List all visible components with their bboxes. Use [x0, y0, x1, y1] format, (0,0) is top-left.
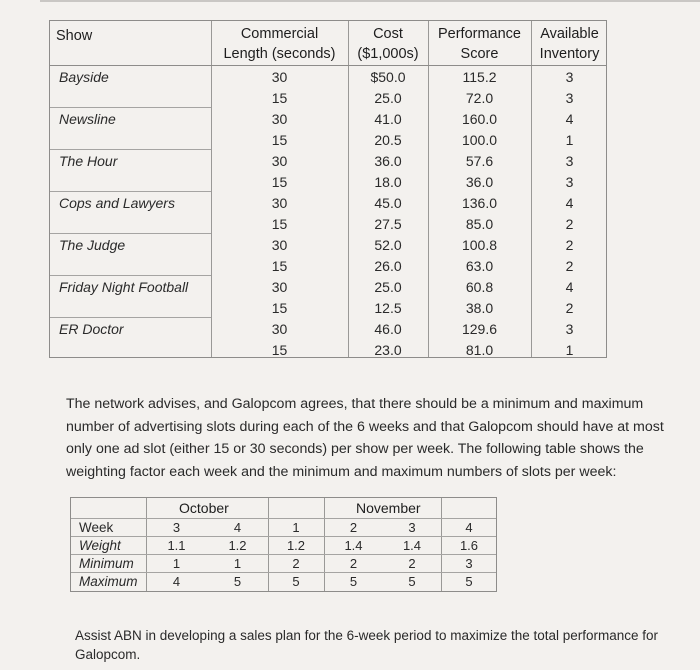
- cell-perf: 129.6: [461, 321, 498, 337]
- row-divider: [71, 554, 496, 555]
- cell-perf: 160.0: [461, 111, 498, 127]
- cell-length: 30: [271, 69, 288, 85]
- week-cell-min: 1: [233, 556, 242, 571]
- row-divider: [71, 572, 496, 573]
- week-cell-min: 2: [408, 556, 416, 571]
- cell-inv: 3: [565, 174, 574, 190]
- cell-length: 30: [271, 111, 288, 127]
- page-edge: [40, 0, 700, 2]
- week-cell-max: 5: [233, 574, 242, 589]
- cell-cost: 41.0: [374, 111, 402, 127]
- show-name: Friday Night Football: [59, 279, 189, 295]
- cell-cost: 36.0: [374, 153, 402, 169]
- cell-cost: 23.0: [374, 342, 402, 358]
- week-cell-week: 3: [172, 520, 181, 535]
- cell-cost: 27.5: [374, 216, 402, 232]
- row-divider: [50, 149, 211, 150]
- header-cost-line1: Cost: [373, 26, 403, 42]
- cell-length: 15: [271, 216, 288, 232]
- week-cell-week: 1: [292, 520, 300, 535]
- week-cell-weight: 1.1: [167, 538, 186, 553]
- row-label-week: Week: [79, 520, 114, 535]
- cell-length: 15: [271, 300, 288, 316]
- row-label-maximum: Maximum: [79, 574, 138, 589]
- header-performance: [428, 24, 531, 64]
- header-divider: [50, 65, 606, 66]
- task-instruction: Assist ABN in developing a sales plan for the 6-week period to maximize the total performance for Galopcom.: [75, 628, 659, 662]
- row-divider: [71, 536, 496, 537]
- week-cell-max: 4: [172, 574, 181, 589]
- row-label-weight: Weight: [79, 538, 121, 553]
- week-cell-weight: 1.6: [459, 538, 479, 553]
- show-name: ER Doctor: [59, 321, 124, 337]
- cell-perf: 136.0: [461, 195, 498, 211]
- week-cell-weight: 1.4: [402, 538, 422, 553]
- show-name: Cops and Lawyers: [59, 195, 175, 211]
- header-length-line1: Commercial: [240, 26, 319, 42]
- row-divider: [50, 191, 211, 192]
- header-inv-line1: Available: [540, 26, 599, 42]
- cell-inv: 4: [565, 111, 574, 127]
- week-cell-min: 2: [349, 556, 358, 571]
- week-cell-max: 5: [465, 574, 473, 589]
- header-cost-line2: ($1,000s): [357, 46, 419, 62]
- cell-inv: 2: [565, 216, 574, 232]
- cell-inv: 3: [565, 321, 574, 337]
- row-divider: [50, 275, 211, 276]
- cell-inv: 4: [565, 195, 574, 211]
- cell-length: 15: [271, 132, 288, 148]
- cell-length: 15: [271, 258, 288, 274]
- week-cell-week: 4: [465, 520, 473, 535]
- header-show: Show: [56, 28, 93, 44]
- week-cell-week: 2: [349, 520, 358, 535]
- week-cell-min: 1: [172, 556, 181, 571]
- header-cost: [348, 24, 428, 64]
- cell-length: 30: [271, 195, 288, 211]
- week-cell-min: 3: [465, 556, 473, 571]
- week-table: [70, 497, 497, 592]
- cell-cost: 46.0: [374, 321, 402, 337]
- week-cell-weight: 1.2: [228, 538, 247, 553]
- show-name: Newsline: [59, 111, 116, 127]
- cell-perf: 100.8: [461, 237, 498, 253]
- cell-length: 30: [271, 237, 288, 253]
- cell-perf: 57.6: [465, 153, 494, 169]
- week-cell-min: 2: [292, 556, 300, 571]
- cell-cost: 20.5: [374, 132, 402, 148]
- cell-length: 30: [271, 153, 288, 169]
- month-october: October: [179, 500, 229, 516]
- week-cell-max: 5: [292, 574, 300, 589]
- cell-inv: 3: [565, 69, 574, 85]
- row-divider: [50, 107, 211, 108]
- row-divider: [71, 518, 496, 519]
- header-perf-line1: Performance: [437, 26, 521, 42]
- cell-inv: 2: [565, 258, 574, 274]
- constraint-paragraph: The network advises, and Galopcom agrees, that there should be a minimum and maximum number of advertising slots during each of the 6 weeks and that Galopcom should have at most only one ad slot (either 15 or 30 seconds) per show per week. The following table shows the weighting factor each week and the minimum and maximum numbers of slots per week:: [66, 396, 664, 480]
- cell-perf: 72.0: [465, 90, 494, 106]
- show-name: Bayside: [59, 69, 109, 85]
- cell-perf: 36.0: [465, 174, 494, 190]
- row-divider: [50, 317, 211, 318]
- week-cell-weight: 1.2: [286, 538, 306, 553]
- cell-inv: 2: [565, 237, 574, 253]
- header-length-line2: Length (seconds): [223, 46, 336, 62]
- cell-cost: 45.0: [374, 195, 402, 211]
- cell-perf: 115.2: [462, 69, 497, 85]
- cell-inv: 1: [565, 132, 574, 148]
- cell-perf: 38.0: [465, 300, 494, 316]
- cell-length: 15: [271, 342, 288, 358]
- cell-cost: 26.0: [374, 258, 402, 274]
- cell-length: 15: [271, 90, 288, 106]
- cell-inv: 4: [565, 279, 574, 295]
- header-length: [211, 24, 348, 64]
- week-cell-week: 3: [408, 520, 416, 535]
- week-cell-max: 5: [408, 574, 416, 589]
- month-november: November: [356, 500, 421, 516]
- cell-perf: 85.0: [465, 216, 494, 232]
- header-inv-line2: Inventory: [539, 46, 600, 62]
- cell-length: 15: [271, 174, 288, 190]
- cell-inv: 3: [565, 153, 574, 169]
- header-inventory: [531, 24, 608, 64]
- show-name: The Judge: [59, 237, 126, 253]
- cell-inv: 2: [565, 300, 574, 316]
- cell-perf: 100.0: [461, 132, 498, 148]
- cell-inv: 1: [565, 342, 574, 358]
- show-table: [49, 20, 607, 358]
- cell-perf: 60.8: [465, 279, 494, 295]
- show-name: The Hour: [59, 153, 118, 169]
- cell-cost: 18.0: [374, 174, 402, 190]
- week-cell-weight: 1.4: [344, 538, 363, 553]
- row-divider: [50, 233, 211, 234]
- row-label-minimum: Minimum: [79, 556, 134, 571]
- week-cell-week: 4: [233, 520, 242, 535]
- cell-cost: $50.0: [370, 69, 406, 85]
- cell-cost: 25.0: [374, 279, 402, 295]
- cell-perf: 81.0: [465, 342, 494, 358]
- week-cell-max: 5: [349, 574, 358, 589]
- cell-length: 30: [271, 321, 288, 337]
- cell-inv: 3: [565, 90, 574, 106]
- cell-length: 30: [271, 279, 288, 295]
- cell-perf: 63.0: [465, 258, 494, 274]
- cell-cost: 52.0: [374, 237, 402, 253]
- header-perf-line2: Score: [460, 46, 499, 62]
- cell-cost: 12.5: [374, 300, 402, 316]
- cell-cost: 25.0: [374, 90, 402, 106]
